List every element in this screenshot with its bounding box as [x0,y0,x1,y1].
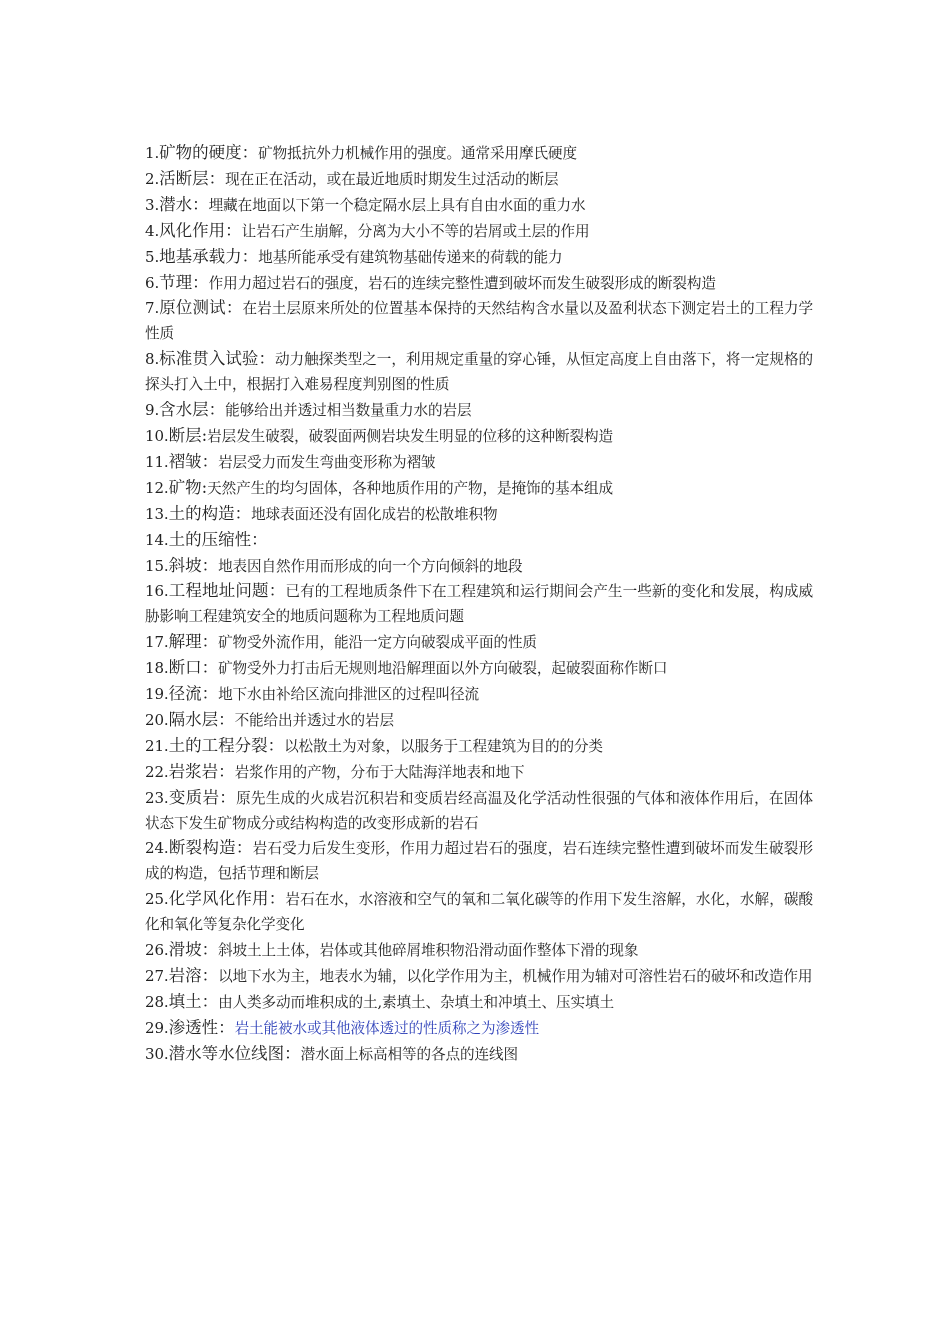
entry-term: 活断层： [159,168,226,188]
entry-definition: 地球表面还没有固化成岩的松散堆积物 [251,505,498,523]
entry-number: 29. [145,1018,169,1037]
glossary-entry-10 [145,424,813,450]
entry-definition-highlighted: 岩土能被水或其他液体透过的性质称之为渗透性 [234,1019,539,1037]
entry-definition: 现在正在活动，或在最近地质时期发生过活动的断层 [225,170,559,188]
glossary-entry-13 [145,502,813,528]
entry-number: 1. [145,144,160,162]
entry-term: 矿物: [168,477,208,497]
entry-definition: 矿物受外流作用，能沿一定方向破裂成平面的性质 [218,634,537,652]
entry-number: 18. [145,659,169,678]
entry-definition: 以松散土为对象，以服务于工程建筑为目的的分类 [284,737,603,755]
entry-definition: 岩浆作用的产物，分布于大陆海洋地表和地下 [234,763,525,781]
entry-definition: 动力触探类型之一，利用规定重量的穿心锤，从恒定高度上自由落下，将一定规格的探头打入土中，根据打入难易程度判别图的性质 [145,351,814,394]
entry-definition: 斜坡土上土体，岩体或其他碎屑堆积物沿滑动面作整体下滑的现象 [218,942,639,960]
glossary-list [145,141,813,1068]
entry-term: 含水层： [159,400,226,420]
entry-definition: 岩石在水，水溶液和空气的氧和二氧化碳等的作用下发生溶解，水化，水解，碳酸化和氧化等复杂化学变化 [145,891,814,934]
entry-term: 矿物的硬度： [159,143,259,162]
glossary-entry-29 [145,1016,813,1042]
entry-number: 26. [145,941,169,960]
entry-definition: 岩层发生破裂，破裂面两侧岩块发生明显的位移的这种断裂构造 [207,427,613,445]
entry-term: 岩浆岩： [168,761,235,781]
entry-number: 3. [145,195,160,214]
entry-number: 19. [145,685,169,704]
glossary-entry-16 [145,579,813,630]
entry-term: 潜水等水位线图： [168,1043,301,1063]
entry-definition: 岩层受力而发生弯曲变形称为褶皱 [218,453,436,471]
entry-definition: 不能给出并透过水的岩层 [234,711,394,729]
glossary-entry-4 [145,219,813,245]
glossary-entry-18 [145,656,813,682]
entry-term: 断层: [168,425,208,445]
entry-definition: 在岩土层原来所处的位置基本保持的天然结构含水量以及盈利状态下测定岩土的工程力学性质 [145,300,814,343]
entry-term: 径流： [168,684,219,704]
entry-number: 8. [145,350,160,369]
entry-term: 填土： [168,991,219,1011]
entry-term: 潜水： [159,194,209,214]
entry-number: 30. [145,1044,169,1063]
entry-number: 2. [145,169,160,188]
entry-number: 6. [145,273,160,292]
entry-term: 工程地址问题： [168,581,286,601]
entry-number: 11. [145,452,169,471]
entry-term: 标准贯入试验： [159,349,276,369]
glossary-entry-8 [145,347,813,398]
glossary-entry-14 [145,528,813,554]
entry-term: 土的工程分裂： [168,735,285,755]
entry-term: 原位测试： [159,298,243,318]
entry-definition: 地基所能承受有建筑物基础传递来的荷载的能力 [258,248,563,266]
entry-number: 4. [145,221,160,240]
entry-term: 土的构造： [168,503,252,523]
entry-definition: 能够给出并透过相当数量重力水的岩层 [225,402,472,420]
glossary-entry-24 [145,836,813,887]
glossary-entry-27 [145,964,813,990]
glossary-entry-26 [145,938,813,964]
entry-definition: 矿物抵抗外力机械作用的强度。通常采用摩氏硬度 [258,145,577,162]
glossary-entry-19 [145,682,813,708]
entry-definition: 让岩石产生崩解，分离为大小不等的岩屑或土层的作用 [241,222,590,240]
glossary-entry-9 [145,398,813,424]
entry-term: 隔水层： [168,709,235,729]
entry-term: 褶皱： [168,451,219,471]
entry-term: 变质岩： [168,787,237,807]
glossary-entry-21 [145,734,813,760]
glossary-entry-30 [145,1042,813,1068]
entry-number: 25. [145,890,169,909]
entry-number: 21. [145,736,169,755]
entry-term: 地基承载力： [159,246,259,266]
entry-term: 土的压缩性： [168,529,268,549]
entry-term: 断裂构造： [168,838,253,858]
glossary-entry-23 [145,786,813,837]
entry-number: 20. [145,710,169,729]
entry-number: 14. [145,530,169,549]
glossary-entry-7 [145,296,813,347]
glossary-entry-15 [145,554,813,580]
entry-term: 节理： [159,272,209,292]
entry-number: 12. [145,478,169,497]
glossary-entry-1 [145,141,813,167]
entry-definition: 岩石受力后发生变形，作用力超过岩石的强度，岩石连续完整性遭到破坏而发生破裂形成的构造，包括节理和断层 [145,840,813,883]
glossary-entry-12 [145,476,813,502]
entry-definition: 埋藏在地面以下第一个稳定隔水层上具有自由水面的重力水 [208,196,586,214]
entry-term: 解理： [168,632,219,652]
entry-number: 10. [145,426,169,445]
entry-number: 15. [145,556,169,575]
glossary-entry-28 [145,990,813,1016]
entry-definition: 地下水由补给区流向排泄区的过程叫径流 [218,686,479,704]
entry-term: 滑坡： [168,940,219,960]
entry-term: 化学风化作用： [168,889,286,909]
entry-definition: 潜水面上标高相等的各点的连线图 [300,1045,518,1063]
glossary-entry-22 [145,760,813,786]
entry-number: 22. [145,762,169,781]
glossary-entry-5 [145,245,813,271]
glossary-entry-20 [145,708,813,734]
entry-term: 渗透性： [168,1017,235,1037]
glossary-entry-3 [145,193,813,219]
entry-definition: 天然产生的均匀固体，各种地质作用的产物，是掩饰的基本组成 [207,479,613,497]
entry-term: 斜坡： [168,555,219,575]
entry-definition: 由人类多动而堆积成的土,素填土、杂填土和冲填土、压实填土 [218,993,614,1011]
glossary-entry-17 [145,630,813,656]
entry-definition: 地表因自然作用而形成的向一个方向倾斜的地段 [218,557,523,575]
glossary-entry-2 [145,167,813,193]
entry-number: 9. [145,401,160,420]
entry-definition: 原先生成的火成岩沉积岩和变质岩经高温及化学活动性很强的气体和液体作用后，在固体状态下发生矿物成分或结构构造的改变形成新的岩石 [145,789,814,832]
entry-term: 断口： [168,658,219,678]
glossary-entry-11 [145,450,813,476]
entry-definition: 矿物受外力打击后无规则地沿解理面以外方向破裂，起破裂面称作断口 [218,660,668,678]
entry-definition: 作用力超过岩石的强度，岩石的连续完整性遭到破坏而发生破裂形成的断裂构造 [208,274,716,292]
entry-definition: 已有的工程地质条件下在工程建筑和运行期间会产生一些新的变化和发展，构成威胁影响工程建筑安全的地质问题称为工程地质问题 [145,583,814,626]
entry-number: 23. [145,788,169,807]
entry-number: 16. [145,582,169,601]
entry-term: 风化作用： [159,220,242,240]
entry-number: 7. [145,299,160,318]
entry-number: 13. [145,504,169,523]
entry-number: 28. [145,992,169,1011]
glossary-entry-25 [145,887,813,938]
entry-number: 5. [145,247,160,266]
entry-number: 27. [145,967,169,985]
glossary-entry-6 [145,271,813,297]
entry-definition: 以地下水为主，地表水为辅，以化学作用为主，机械作用为辅对可溶性岩石的破坏和改造作用 [218,968,813,985]
entry-number: 17. [145,633,169,652]
entry-number: 24. [145,839,169,858]
entry-term: 岩溶： [168,966,219,985]
